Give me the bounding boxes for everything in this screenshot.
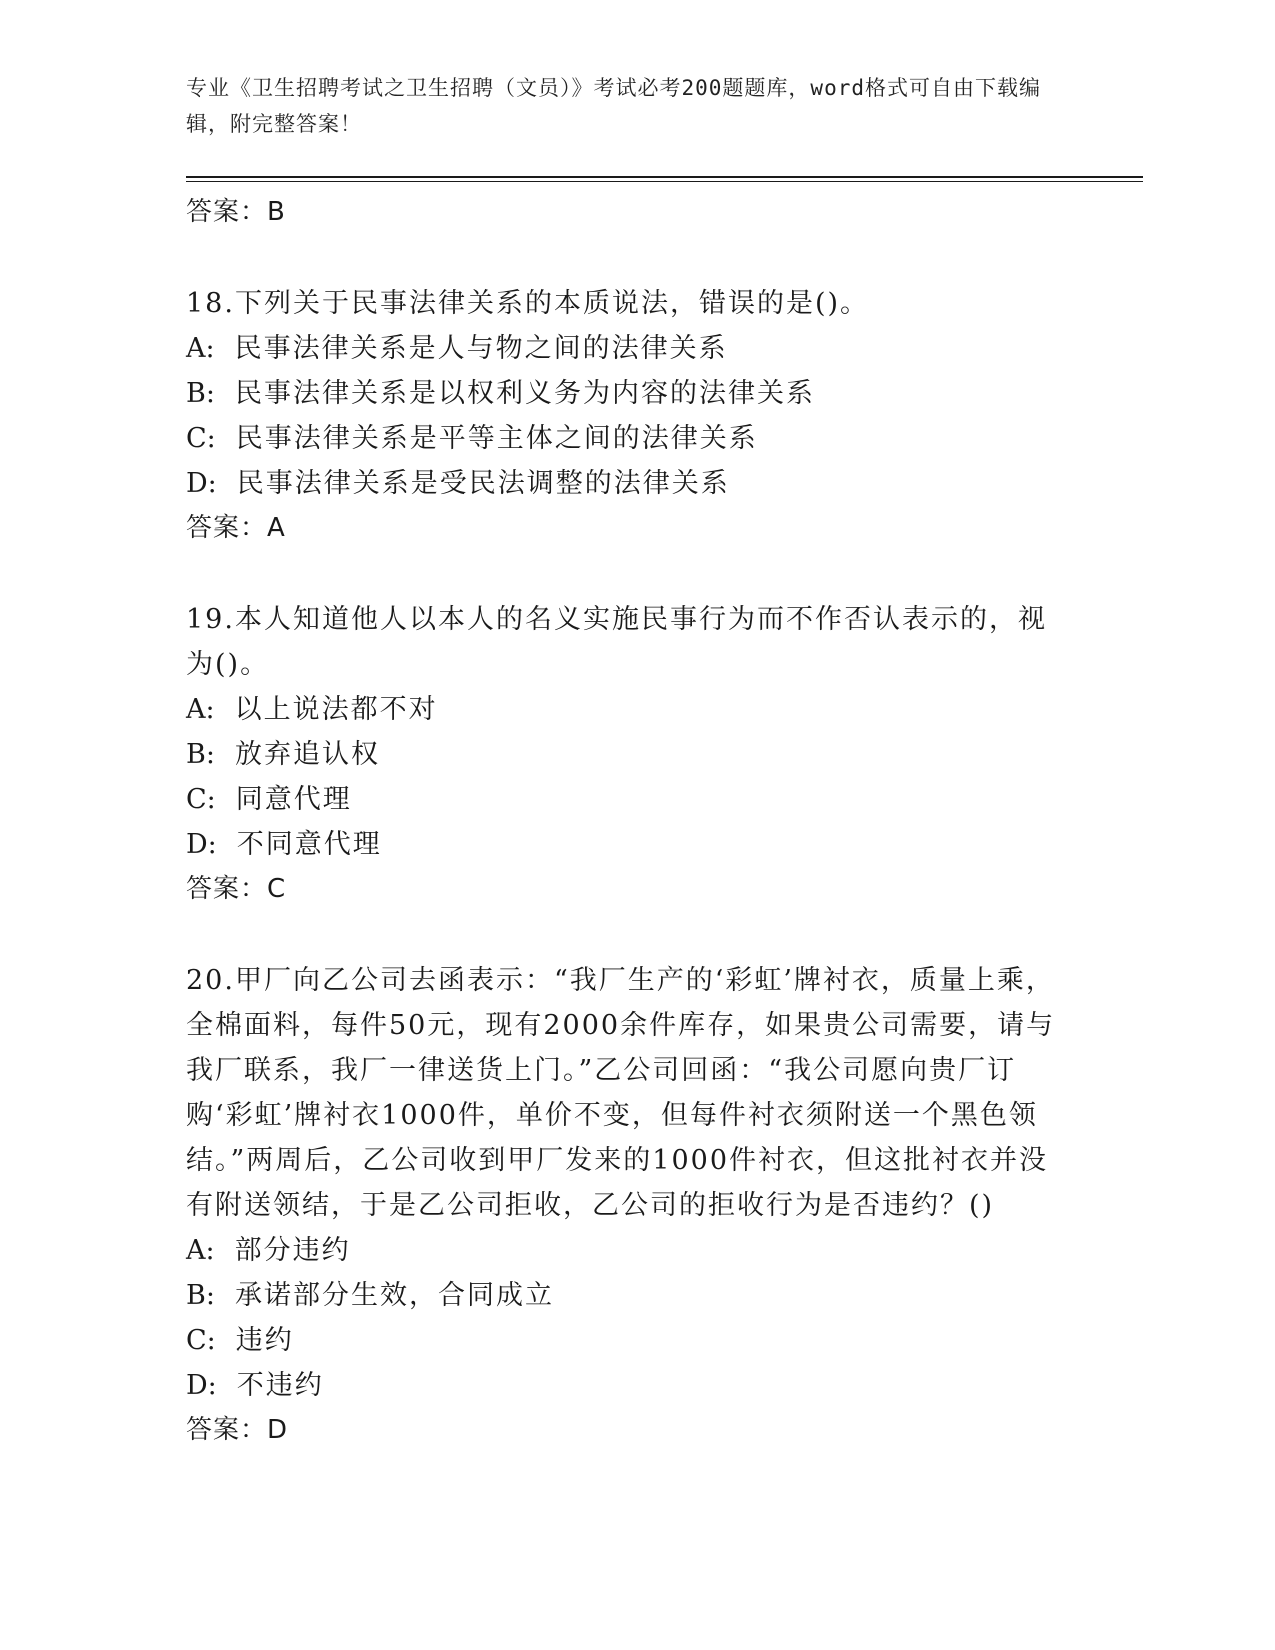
option-letter: A: — [186, 333, 215, 364]
option-d — [186, 461, 1066, 506]
answer-label: 答案： — [186, 874, 268, 904]
answer-value: C — [267, 874, 287, 904]
option-letter: C: — [186, 1325, 216, 1356]
answer-label: 答案： — [186, 1415, 268, 1445]
answer-value: B — [267, 197, 286, 227]
question-stem: 18.下列关于民事法律关系的本质说法，错误的是()。 — [186, 288, 870, 319]
answer-line — [186, 1408, 1066, 1453]
option-letter: A: — [186, 694, 215, 725]
option-letter: B: — [186, 378, 215, 409]
option-c — [186, 777, 1066, 822]
option-letter: D: — [186, 468, 217, 499]
option-b — [186, 732, 1066, 777]
answer-label: 答案： — [186, 513, 268, 543]
option-letter: B: — [186, 1280, 215, 1311]
question-18 — [186, 281, 1066, 551]
option-text: 承诺部分生效，合同成立 — [234, 1280, 554, 1311]
answer-line — [186, 506, 1066, 551]
option-text: 部分违约 — [234, 1235, 351, 1266]
option-text: 违约 — [235, 1325, 294, 1356]
document-header: 专业《卫生招聘考试之卫生招聘（文员）》考试必考200题题库，word格式可自由下载编辑，附完整答案！ — [186, 76, 1041, 136]
header-rule-thin — [186, 181, 1143, 182]
option-text: 不同意代理 — [236, 829, 382, 860]
question-20 — [186, 958, 1066, 1453]
option-c — [186, 1318, 1066, 1363]
option-text: 民事法律关系是人与物之间的法律关系 — [234, 333, 728, 364]
option-text: 放弃追认权 — [234, 739, 380, 770]
answer-value: D — [267, 1415, 289, 1445]
option-letter: B: — [186, 739, 215, 770]
option-text: 同意代理 — [235, 784, 352, 815]
answer-value: A — [267, 513, 286, 543]
option-text: 民事法律关系是以权利义务为内容的法律关系 — [234, 378, 815, 409]
option-text: 不违约 — [236, 1370, 324, 1401]
question-19 — [186, 597, 1066, 912]
previous-answer — [186, 190, 1066, 235]
option-c — [186, 416, 1066, 461]
option-text: 民事法律关系是受民法调整的法律关系 — [236, 468, 730, 499]
option-a — [186, 1228, 1066, 1273]
option-text: 以上说法都不对 — [234, 694, 438, 725]
document-body — [186, 190, 1066, 1453]
option-text: 民事法律关系是平等主体之间的法律关系 — [235, 423, 758, 454]
option-letter: A: — [186, 1235, 215, 1266]
option-a — [186, 326, 1066, 371]
option-letter: C: — [186, 784, 216, 815]
answer-label: 答案： — [186, 197, 268, 227]
option-letter: D: — [186, 829, 217, 860]
header-rule-thick — [186, 176, 1143, 178]
option-a — [186, 687, 1066, 732]
option-d — [186, 822, 1066, 867]
option-letter: C: — [186, 423, 216, 454]
answer-line — [186, 867, 1066, 912]
option-b — [186, 1273, 1066, 1318]
option-d — [186, 1363, 1066, 1408]
option-b — [186, 371, 1066, 416]
option-letter: D: — [186, 1370, 217, 1401]
question-stem: 19.本人知道他人以本人的名义实施民事行为而不作否认表示的，视为()。 — [186, 604, 1047, 680]
question-stem: 20.甲厂向乙公司去函表示：“我厂生产的‘彩虹’牌衬衣，质量上乘，全棉面料，每件50元，现有2000余件库存，如果贵公司需要，请与我厂联系，我厂一律送货上门。”乙公司回函：“我公司愿向贵厂订购‘彩虹’牌衬衣1000件，单价不变，但每件衬衣须附送一个黑色领结。”两周后，乙公司收到甲厂发来的1000件衬衣，但这批衬衣并没有附送领结，于是乙公司拒收，乙公司的拒收行为是否违约？() — [186, 965, 1056, 1221]
